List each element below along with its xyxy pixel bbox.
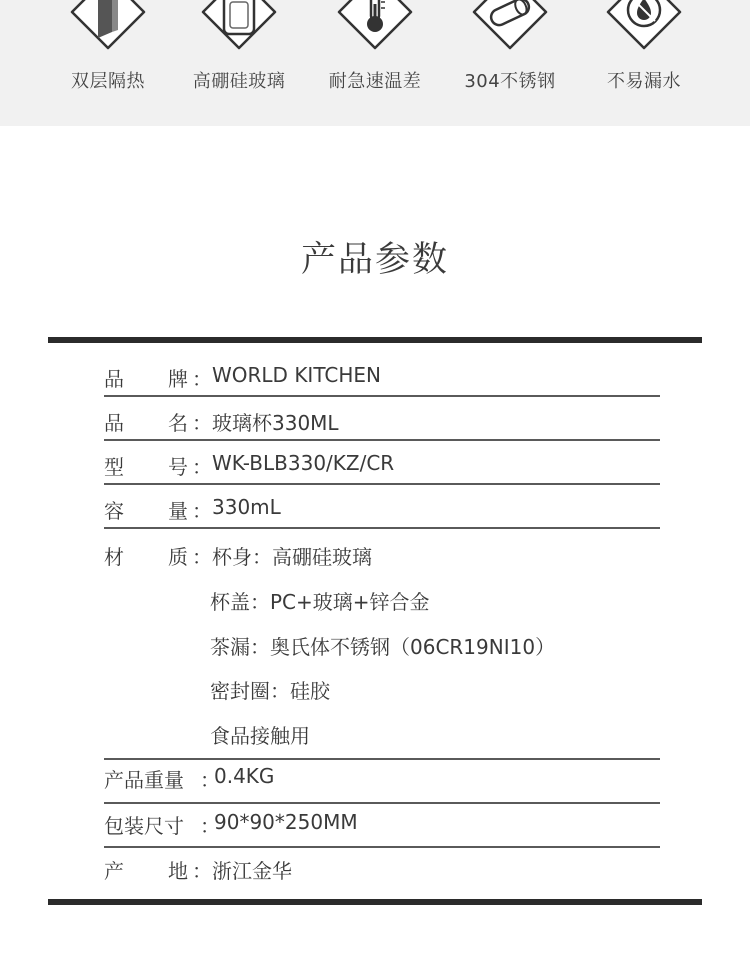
thermometer-icon [335,0,415,52]
material-line: 密封圈：硅胶 [210,679,330,703]
no-leak-icon [604,0,684,52]
feature-label: 双层隔热 [71,71,145,92]
glass-icon [199,0,279,52]
spec-colon: ： [192,455,212,479]
spec-colon: ： [192,859,212,883]
spec-row-model [104,441,660,485]
spec-colon: ： [192,367,212,391]
spec-row-brand [104,352,660,397]
feature-no-leak [577,0,711,126]
table-top-rule [48,337,702,343]
spec-colon: ： [192,499,212,523]
spec-value: 浙江金华 [212,859,292,883]
spec-row-package [104,804,660,848]
spec-value: 90*90*250MM [214,810,358,834]
feature-label: 高硼硅玻璃 [192,71,286,92]
spec-label: 包装尺寸 [104,814,184,838]
spec-label: 牌 [168,367,188,391]
material-line: 茶漏：奥氏体不锈钢（06CR19NI10） [210,635,556,659]
material-line: 杯盖：PC+玻璃+锌合金 [210,590,430,614]
section-title: 产品参数 [300,240,449,280]
table-bottom-rule [48,899,702,905]
steel-tube-icon [470,0,550,52]
material-line: 杯身：高硼硅玻璃 [212,545,372,569]
spec-label: 名 [168,411,188,435]
spec-label: 地 [168,859,188,883]
spec-label: 质 [168,545,188,569]
spec-value: WORLD KITCHEN [212,363,381,387]
spec-label: 号 [168,455,188,479]
spec-label: 量 [168,499,188,523]
spec-row-material [104,529,660,760]
feature-label: 不易漏水 [607,71,681,92]
spec-label: 型 [104,455,124,479]
spec-row-name [104,397,660,441]
feature-glass [172,0,306,126]
feature-thermometer [308,0,442,126]
spec-row-weight [104,760,660,804]
spec-label: 材 [104,545,124,569]
feature-label: 耐急速温差 [328,71,422,92]
spec-value: WK-BLB330/KZ/CR [212,451,395,475]
spec-row-capacity [104,485,660,529]
feature-label: 304不锈钢 [464,71,556,92]
spec-colon: ： [192,411,212,435]
feature-double-wall [41,0,175,126]
spec-row-origin [104,848,660,892]
spec-label: 品 [104,411,124,435]
spec-label: 产 [104,859,124,883]
spec-label: 产品重量 [104,768,184,792]
material-line: 食品接触用 [210,724,310,748]
spec-label: 品 [104,367,124,391]
spec-colon: ： [192,545,212,569]
feature-steel [443,0,577,126]
spec-value: 0.4KG [214,764,275,788]
spec-label: 容 [104,499,124,523]
spec-value: 330mL [212,495,281,519]
double-wall-icon [68,0,148,52]
spec-colon: ： [200,768,220,792]
spec-value: 玻璃杯330ML [212,411,339,435]
spec-colon: ： [200,814,220,838]
feature-strip [0,0,750,126]
